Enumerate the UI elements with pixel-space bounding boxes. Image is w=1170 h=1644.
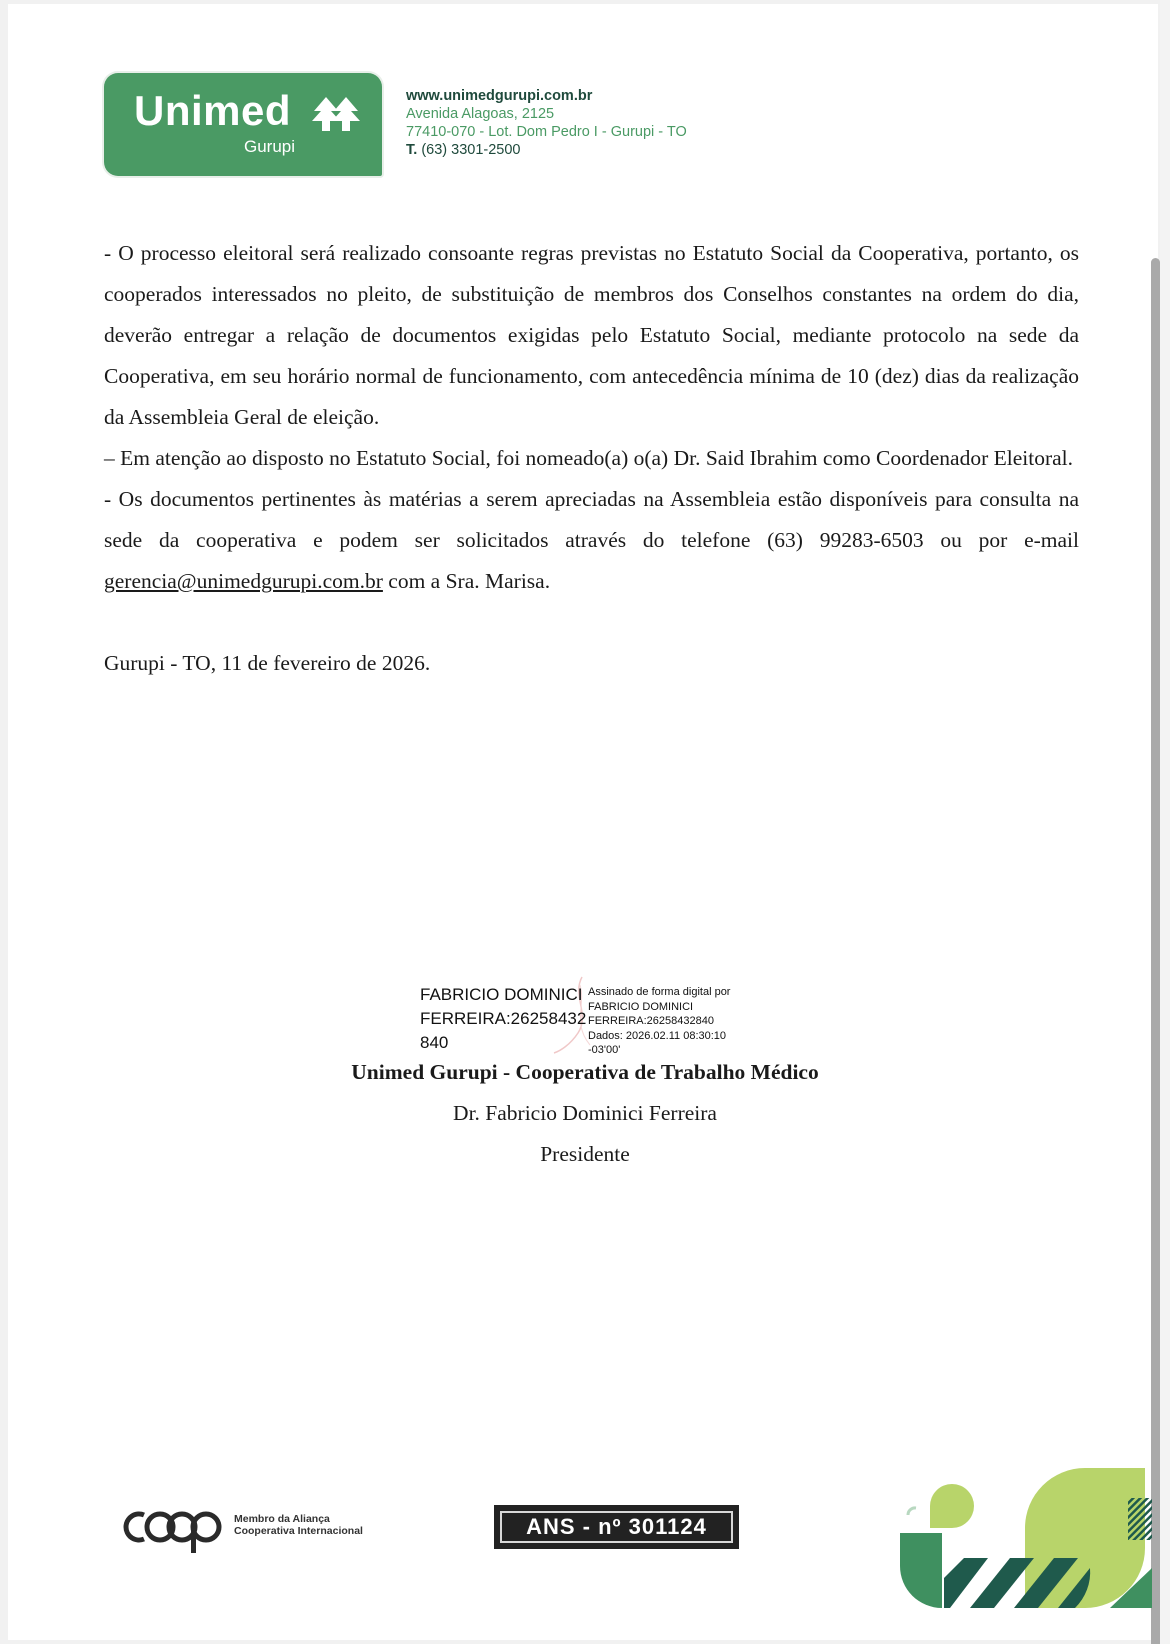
contact-info <box>406 87 687 159</box>
coop-wordmark-icon <box>120 1503 230 1559</box>
signature-name-line-1: FABRICIO DOMINICI <box>420 985 583 1004</box>
paragraph-documents-end: com a Sra. Marisa. <box>382 569 551 593</box>
signer-role: Presidente <box>540 1142 630 1166</box>
coop-line-2: Cooperativa Internacional <box>234 1525 363 1537</box>
address-line-1: Avenida Alagoas, 2125 <box>406 106 555 122</box>
hatch-pattern <box>1128 1498 1158 1540</box>
leaf-small <box>930 1484 974 1528</box>
signature-info-line-4: Dados: 2026.02.11 08:30:10 <box>588 1029 727 1042</box>
unimed-logo <box>104 73 382 176</box>
paragraph-electoral-process: - O processo eleitoral será realizado consoante regras previstas no Estatuto Social da Cooperativa, portanto, os cooperados interessados no pleito, de substituição de membros dos Conselhos constantes na ordem do dia, deverão entregar a relação de documentos exigidas pelo Estatuto Social, mediante protocolo na sede da Cooperativa, em seu horário normal de funcionamento, com antecedência mínima de 10 (dez) dias da realização da Assembleia Geral de eleição. <box>104 241 1079 429</box>
signer-name: Dr. Fabricio Dominici Ferreira <box>453 1101 717 1125</box>
email-link[interactable]: gerencia@unimedgurupi.com.br <box>104 569 383 593</box>
coop-line-1: Membro da Aliança <box>234 1513 330 1525</box>
logo-city-text: Gurupi <box>244 137 296 156</box>
scroll-track <box>1160 0 1170 1644</box>
arc-accent <box>908 1508 916 1515</box>
signatory-block <box>0 1052 1170 1175</box>
date-line: Gurupi - TO, 11 de fevereiro de 2026. <box>104 651 431 675</box>
logo-brand-text: Unimed <box>134 87 292 134</box>
ans-registration-badge <box>494 1505 739 1549</box>
ans-label: ANS - nº 301124 <box>500 1511 733 1543</box>
vertical-scrollbar[interactable] <box>1151 258 1160 1644</box>
organization-name: Unimed Gurupi - Cooperativa de Trabalho Médico <box>351 1060 819 1084</box>
digital-signature <box>420 983 780 1056</box>
phone-prefix: T. <box>406 142 418 158</box>
website-link[interactable]: www.unimedgurupi.com.br <box>406 88 593 104</box>
phone-number: (63) 3301-2500 <box>421 142 521 158</box>
green-block <box>900 1533 942 1608</box>
signature-info-line-2: FABRICIO DOMINICI <box>588 1000 694 1013</box>
signature-name-block <box>420 983 586 1055</box>
document-body <box>104 233 1079 684</box>
paragraph-documents-text: - Os documentos pertinentes às matérias a serem apreciadas na Assembleia estão disponíveis para consulta na sede da cooperativa e podem ser solicitados através do telefone (63) 99283-6503 ou por e-mail <box>104 487 1079 552</box>
signature-details <box>588 985 730 1058</box>
address-line-2: 77410-070 - Lot. Dom Pedro I - Gurupi - TO <box>406 124 687 140</box>
decorative-shapes <box>900 1468 1160 1618</box>
signature-info-line-1: Assinado de forma digital por <box>588 986 731 998</box>
signature-info-line-5: -03'00' <box>588 1044 621 1056</box>
paragraph-electoral-coordinator: – Em atenção ao disposto no Estatuto Social, foi nomeado(a) o(a) Dr. Said Ibrahim como Coordenador Eleitoral. <box>104 446 1074 470</box>
signature-info-line-3: FERREIRA:26258432840 <box>588 1015 714 1027</box>
phone-line <box>406 141 687 159</box>
signature-name-line-3: 840 <box>420 1033 449 1052</box>
pine-tree-icon <box>312 97 360 131</box>
coop-membership-text <box>234 1513 394 1537</box>
signature-name-line-2: FERREIRA:26258432 <box>420 1009 587 1028</box>
paragraph-documents <box>104 479 1079 602</box>
